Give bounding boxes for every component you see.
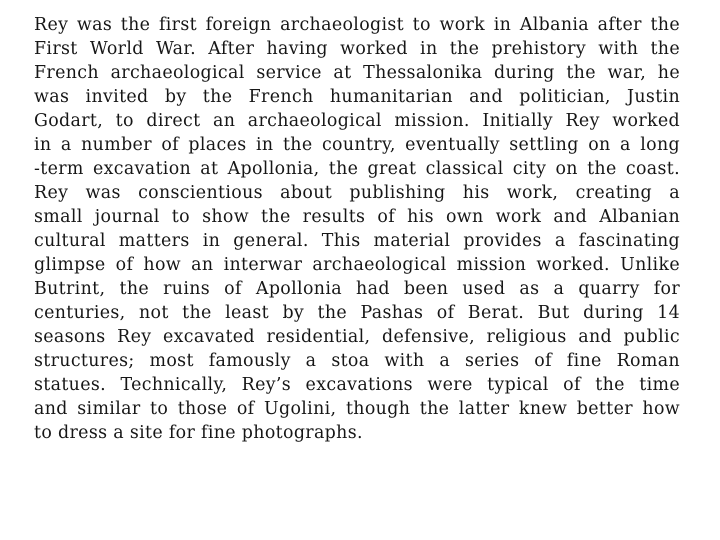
text-line: Rey was the first foreign archaeologist to work in Albania after the [34, 15, 680, 35]
body-paragraph [34, 13, 680, 445]
text-line: centuries, not the least by the Pashas of Berat. But during 14 [34, 303, 680, 323]
text-line: cultural matters in general. This material provides a fascinating [34, 231, 680, 251]
text-line: to dress a site for fine photographs. [34, 423, 363, 443]
text-line: and similar to those of Ugolini, though the latter knew better how [34, 399, 680, 419]
text-line: was invited by the French humanitarian and politician, Justin [34, 87, 680, 107]
text-line: French archaeological service at Thessalonika during the war, he [34, 63, 680, 83]
text-line: First World War. After having worked in the prehistory with the [34, 39, 680, 59]
text-line: seasons Rey excavated residential, defensive, religious and public [34, 327, 680, 347]
text-line: glimpse of how an interwar archaeological mission worked. Unlike [34, 255, 680, 275]
text-line: Rey was conscientious about publishing his work, creating a [34, 183, 680, 203]
text-line: -term excavation at Apollonia, the great classical city on the coast. [34, 159, 680, 179]
text-line: small journal to show the results of his own work and Albanian [34, 207, 680, 227]
text-line: Godart, to direct an archaeological mission. Initially Rey worked [34, 111, 680, 131]
text-line: statues. Technically, Rey’s excavations were typical of the time [34, 375, 680, 395]
text-line: in a number of places in the country, eventually settling on a long [34, 135, 680, 155]
text-line: Butrint, the ruins of Apollonia had been used as a quarry for [34, 279, 680, 299]
text-line: structures; most famously a stoa with a series of fine Roman [34, 351, 680, 371]
